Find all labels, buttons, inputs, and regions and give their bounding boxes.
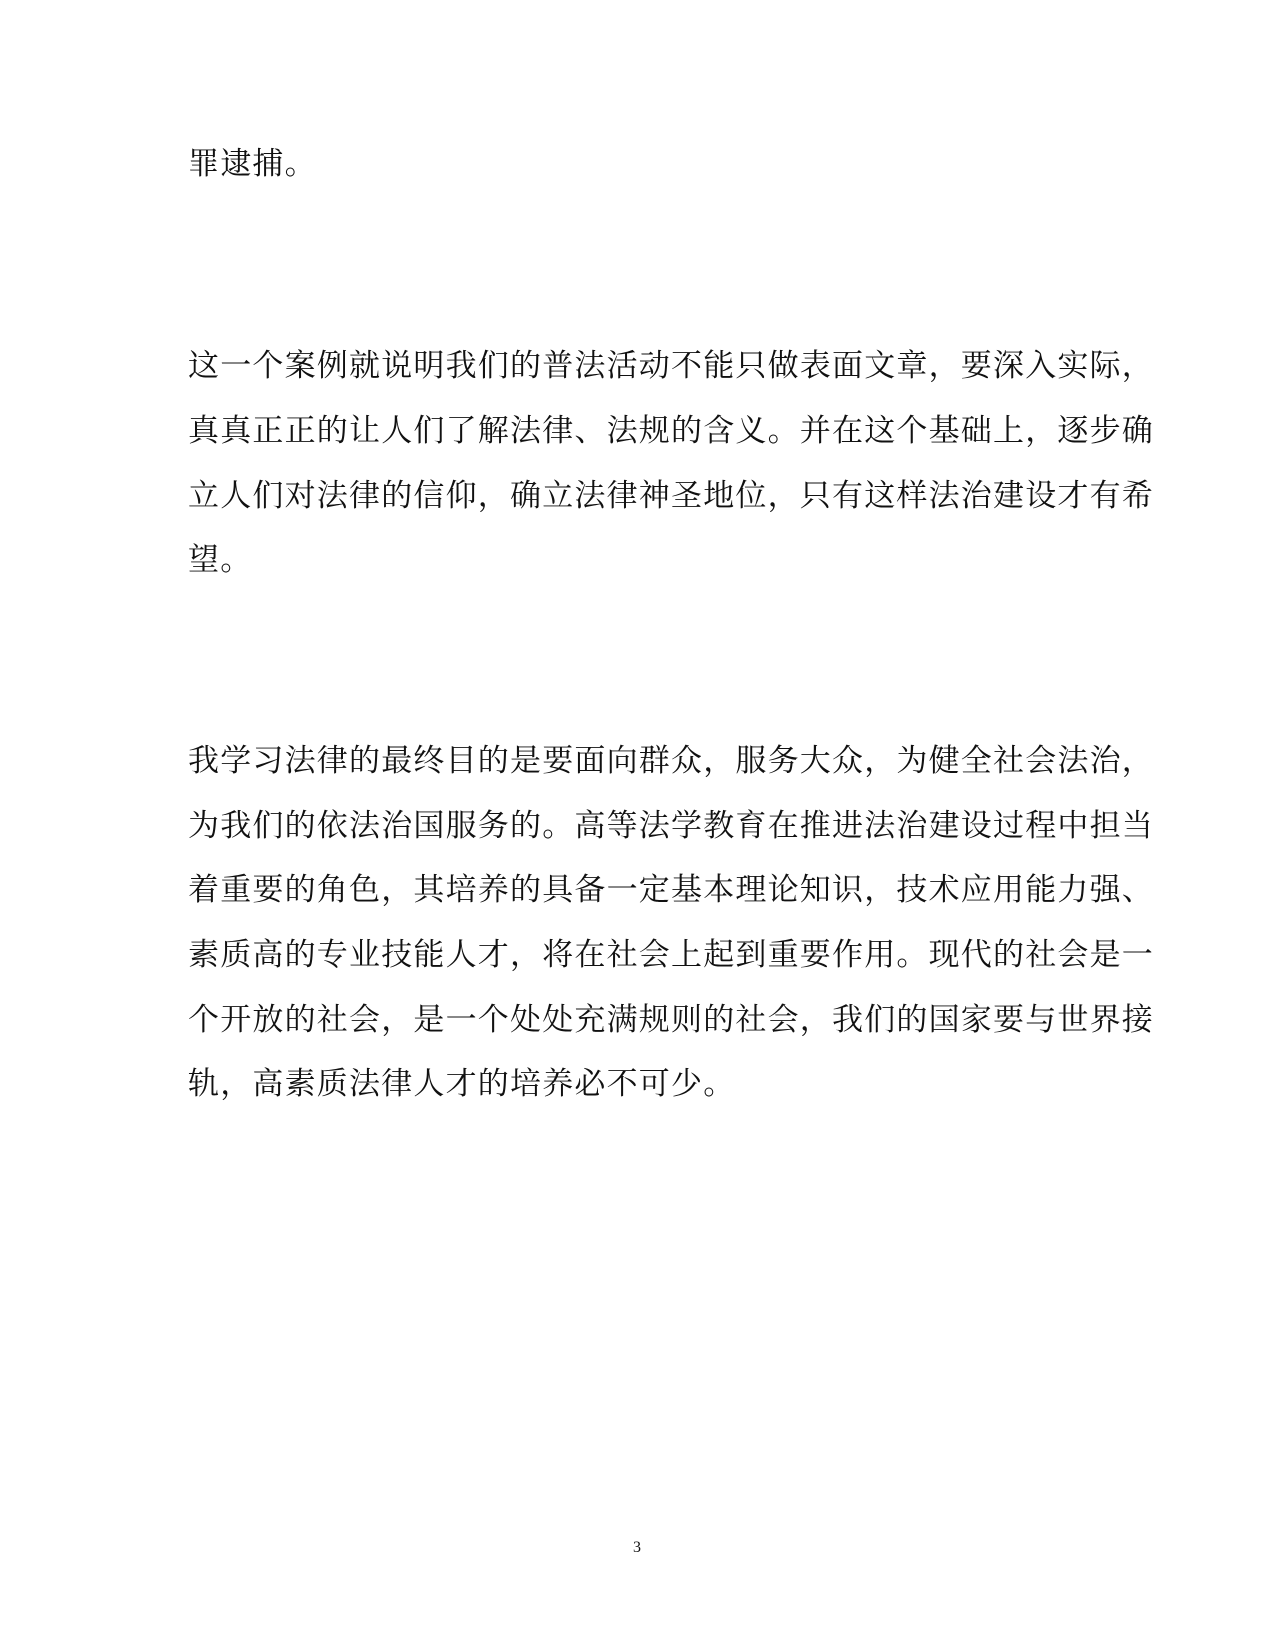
page-number: 3 bbox=[633, 1539, 641, 1556]
text-line: 这一个案例就说明我们的普法活动不能只做表面文章，要深入实际， bbox=[188, 348, 1154, 384]
text-line: 罪逮捕。 bbox=[188, 146, 317, 182]
text-line: 素质高的专业技能人才，将在社会上起到重要作用。现代的社会是一 bbox=[188, 937, 1154, 973]
text-line: 我学习法律的最终目的是要面向群众，服务大众，为健全社会法治， bbox=[188, 743, 1154, 779]
text-line: 为我们的依法治国服务的。高等法学教育在推进法治建设过程中担当 bbox=[188, 808, 1154, 844]
text-line: 着重要的角色，其培养的具备一定基本理论知识，技术应用能力强、 bbox=[188, 872, 1154, 908]
text-line: 轨，高素质法律人才的培养必不可少。 bbox=[188, 1066, 736, 1102]
text-line: 真真正正的让人们了解法律、法规的含义。并在这个基础上，逐步确 bbox=[188, 413, 1154, 449]
text-line: 个开放的社会，是一个处处充满规则的社会，我们的国家要与世界接 bbox=[188, 1002, 1154, 1038]
text-line: 立人们对法律的信仰，确立法律神圣地位，只有这样法治建设才有希 bbox=[188, 478, 1154, 514]
text-line: 望。 bbox=[188, 542, 253, 578]
